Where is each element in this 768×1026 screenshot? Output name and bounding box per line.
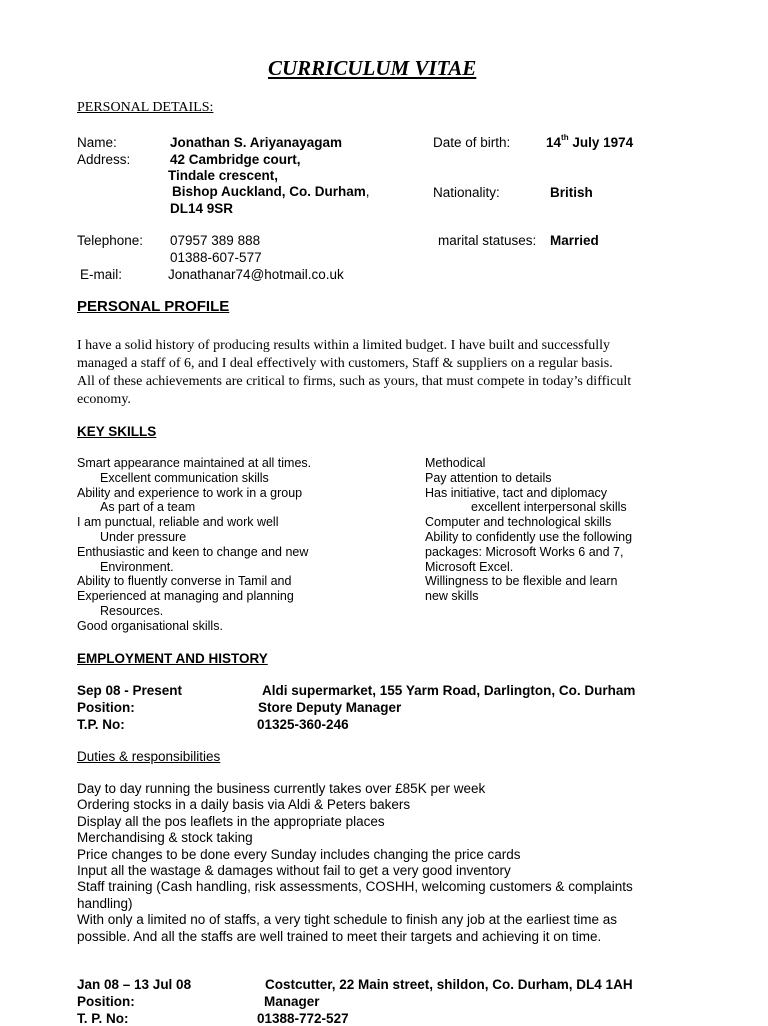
personal-details-heading: PERSONAL DETAILS: [77, 100, 214, 115]
key-skills-left-list [77, 456, 311, 634]
address-label: Address: [77, 152, 131, 167]
duty-item: Ordering stocks in a daily basis via Aldi & Peters bakers [77, 797, 411, 813]
telephone-2: 01388-607-577 [170, 250, 262, 265]
dob-value [546, 135, 633, 150]
key-skill-item: Under pressure [100, 529, 187, 544]
dob-day: 14 [546, 135, 562, 150]
marital-label: marital statuses: [438, 233, 537, 248]
key-skill-item: Ability to fluently converse in Tamil and [77, 574, 292, 589]
key-skill-item: Resources. [100, 603, 164, 618]
key-skill-item: Experienced at managing and planning [77, 589, 294, 604]
duty-item: Display all the pos leaflets in the appropriate places [77, 813, 385, 829]
dob-suffix: th [561, 133, 569, 142]
job2-period: Jan 08 – 13 Jul 08 [77, 977, 192, 992]
key-skill-item: Pay attention to details [425, 470, 552, 485]
page-title: CURRICULUM VITAE [268, 56, 477, 80]
nationality-label: Nationality: [433, 185, 500, 200]
address-comma: , [365, 184, 370, 199]
employment-heading: EMPLOYMENT AND HISTORY [77, 651, 268, 666]
duties-list [77, 781, 633, 945]
key-skill-item: Computer and technological skills [425, 515, 612, 530]
key-skills-right-list [425, 456, 632, 604]
address-line-3-text: Bishop Auckland, Co. Durham [172, 184, 366, 199]
key-skill-item: Has initiative, tact and diplomacy [425, 485, 608, 500]
key-skill-item: excellent interpersonal skills [471, 500, 627, 515]
job2-tp-label: T. P. No: [77, 1011, 129, 1026]
key-skill-item: Ability and experience to work in a group [77, 485, 303, 500]
address-line-4: DL14 9SR [170, 201, 234, 216]
name-label: Name: [77, 135, 117, 150]
address-line-2: Tindale crescent, [168, 168, 279, 183]
key-skill-item: Enthusiastic and keen to change and new [77, 544, 309, 559]
duty-item: Day to day running the business currently takes over £85K per week [77, 781, 486, 796]
telephone-label: Telephone: [77, 233, 144, 248]
job2-position: Manager [264, 994, 320, 1009]
key-skill-item: new skills [425, 589, 479, 604]
key-skill-item: I am punctual, reliable and work well [77, 515, 279, 530]
address-line-3 [172, 184, 370, 199]
name-value: Jonathan S. Ariyanayagam [170, 135, 343, 150]
key-skill-item: Methodical [425, 456, 486, 470]
key-skill-item: Environment. [100, 559, 174, 574]
key-skill-item: Good organisational skills. [77, 618, 223, 633]
profile-line: economy. [77, 392, 131, 407]
profile-line: I have a solid history of producing results within a limited budget. I have built and successfully [77, 338, 611, 353]
profile-line: managed a staff of 6, and I deal effectively with customers, Staff & suppliers on a regular basis. [77, 356, 613, 371]
job2-position-label: Position: [77, 994, 135, 1009]
address-line-1: 42 Cambridge court, [170, 152, 301, 167]
dob-label: Date of birth: [433, 135, 511, 150]
job1-period: Sep 08 - Present [77, 683, 183, 698]
dob-rest: July 1974 [568, 135, 634, 150]
key-skill-item: Willingness to be flexible and learn [425, 574, 618, 589]
job2-employer: Costcutter, 22 Main street, shildon, Co. Durham, DL4 1AH [265, 977, 633, 992]
email-label: E-mail: [80, 267, 123, 282]
key-skill-item: As part of a team [100, 500, 196, 515]
key-skill-item: packages: Microsoft Works 6 and 7, [425, 544, 624, 559]
key-skills-heading: KEY SKILLS [77, 424, 157, 439]
profile-line: All of these achievements are critical to firms, such as yours, that must compete in today’s difficult [77, 374, 632, 389]
duty-item: Input all the wastage & damages without fail to get a very good inventory [77, 863, 511, 879]
duty-item: handling) [77, 895, 133, 911]
job1-tp-label: T.P. No: [77, 717, 125, 732]
key-skill-item: Microsoft Excel. [425, 559, 514, 574]
nationality-value: British [550, 185, 593, 200]
duty-item: Price changes to be done every Sunday includes changing the price cards [77, 846, 521, 862]
key-skill-item: Smart appearance maintained at all times. [77, 456, 312, 470]
key-skill-item: Excellent communication skills [100, 470, 269, 485]
personal-profile-heading: PERSONAL PROFILE [77, 298, 230, 315]
duty-item: With only a limited no of staffs, a very tight schedule to finish any job at the earliest time as [77, 912, 618, 928]
marital-value: Married [550, 233, 599, 248]
job1-tp: 01325-360-246 [257, 717, 349, 732]
job1-position-label: Position: [77, 700, 135, 715]
duty-item: Staff training (Cash handling, risk assessments, COSHH, welcoming customers & complaints [77, 879, 633, 895]
job2-tp: 01388-772-527 [257, 1011, 349, 1026]
job1-position: Store Deputy Manager [258, 700, 402, 715]
duties-heading: Duties & responsibilities [77, 749, 221, 764]
key-skill-item: Ability to confidently use the following [425, 529, 633, 544]
email-value: Jonathanar74@hotmail.co.uk [168, 267, 344, 282]
duty-item: Merchandising & stock taking [77, 830, 253, 846]
personal-profile-text [77, 337, 697, 409]
telephone-1: 07957 389 888 [170, 233, 261, 248]
job1-employer: Aldi supermarket, 155 Yarm Road, Darlington, Co. Durham [262, 683, 636, 698]
duty-item: possible. And all the staffs are well trained to meet their targets and achieving it on time. [77, 928, 602, 944]
